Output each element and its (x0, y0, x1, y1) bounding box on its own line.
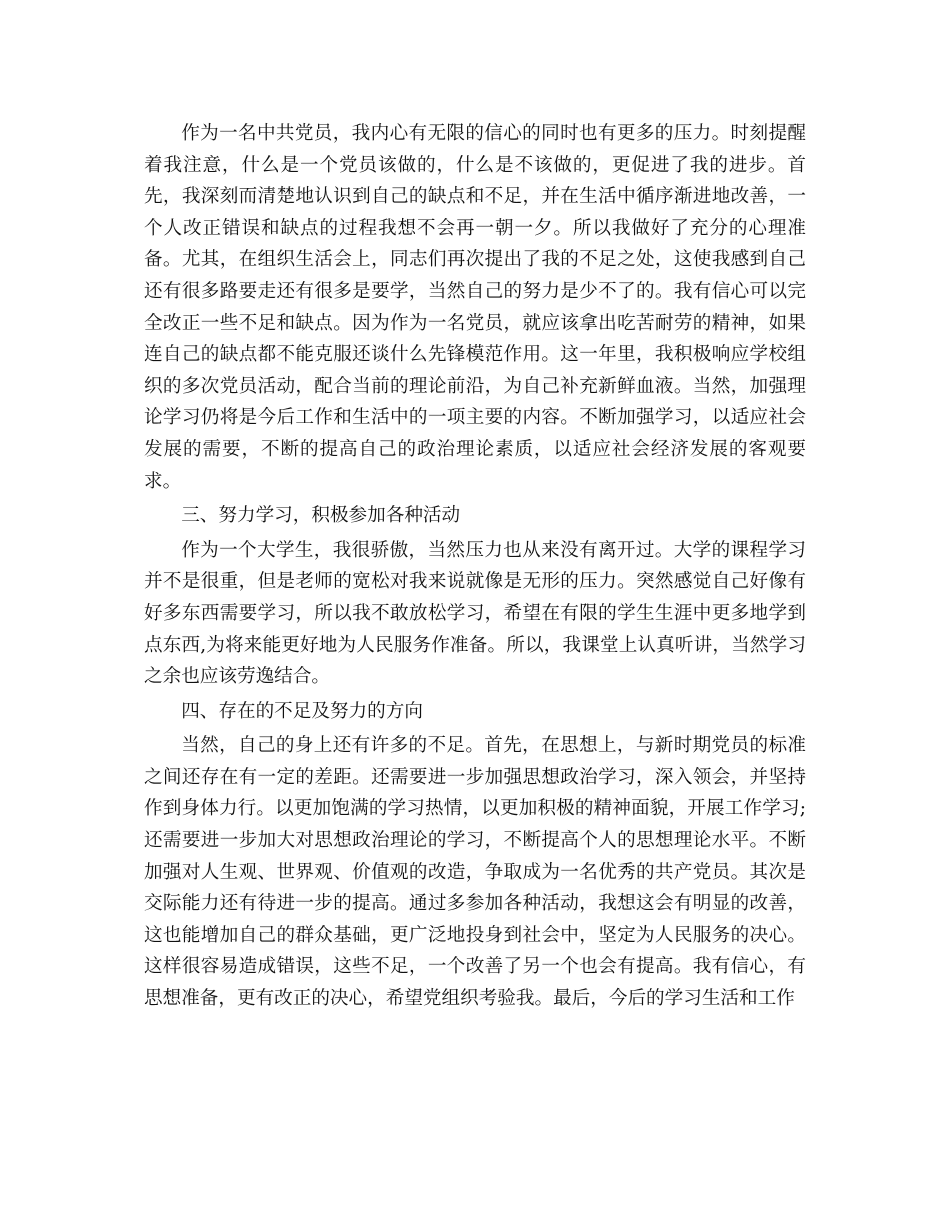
document-body (144, 118, 806, 1015)
section-heading-study: 三、努力学习，积极参加各种活动 (181, 505, 461, 527)
paragraph-shortcomings: 当然，自己的身上还有许多的不足。首先，在思想上，与新时期党员的标准之间还存在有一定的差距。还需要进一步加强思想政治学习，深入领会，并坚持作到身体力行。以更加饱满的学习热情，以更加积极的精神面貌，开展工作学习;还需要进一步加大对思想政治理论的学习，不断提高个人的思想理论水平。不断加强对人生观、世界观、价值观的改造，争取成为一名优秀的共产党员。其次是交际能力还有待进一步的提高。通过多参加各种活动，我想这会有明显的改善，这也能增加自己的群众基础，更广泛地投身到社会中，坚定为人民服务的决心。这样很容易造成错误，这些不足，一个改善了另一个也会有提高。我有信心，有思想准备，更有改正的决心，希望党组织考验我。最后，今后的学习生活和工作 (144, 735, 806, 1010)
paragraph-study: 作为一个大学生，我很骄傲，当然压力也从来没有离开过。大学的课程学习并不是很重，但是老师的宽松对我来说就像是无形的压力。突然感觉自己好像有好多东西需要学习，所以我不敢放松学习，希望在有限的学生生涯中更多地学到点东西,为将来能更好地为人民服务作准备。所以，我课堂上认真听讲，当然学习之余也应该劳逸结合。 (144, 539, 806, 688)
paragraph-party-member-reflection: 作为一名中共党员，我内心有无限的信心的同时也有更多的压力。时刻提醒着我注意，什么是一个党员该做的，什么是不该做的，更促进了我的进步。首先，我深刻而清楚地认识到自己的缺点和不足，并在生活中循序渐进地改善，一个人改正错误和缺点的过程我想不会再一朝一夕。所以我做好了充分的心理准备。尤其，在组织生活会上，同志们再次提出了我的不足之处，这使我感到自己还有很多路要走还有很多是要学，当然自己的努力是少不了的。我有信心可以完全改正一些不足和缺点。因为作为一名党员，就应该拿出吃苦耐劳的精神，如果连自己的缺点都不能克服还谈什么先锋模范作用。这一年里，我积极响应学校组织的多次党员活动，配合当前的理论前沿，为自己补充新鲜血液。当然，加强理论学习仍将是今后工作和生活中的一项主要的内容。不断加强学习，以适应社会发展的需要，不断的提高自己的政治理论素质，以适应社会经济发展的客观要求。 (144, 123, 806, 492)
section-heading-shortcomings: 四、存在的不足及努力的方向 (181, 700, 423, 722)
